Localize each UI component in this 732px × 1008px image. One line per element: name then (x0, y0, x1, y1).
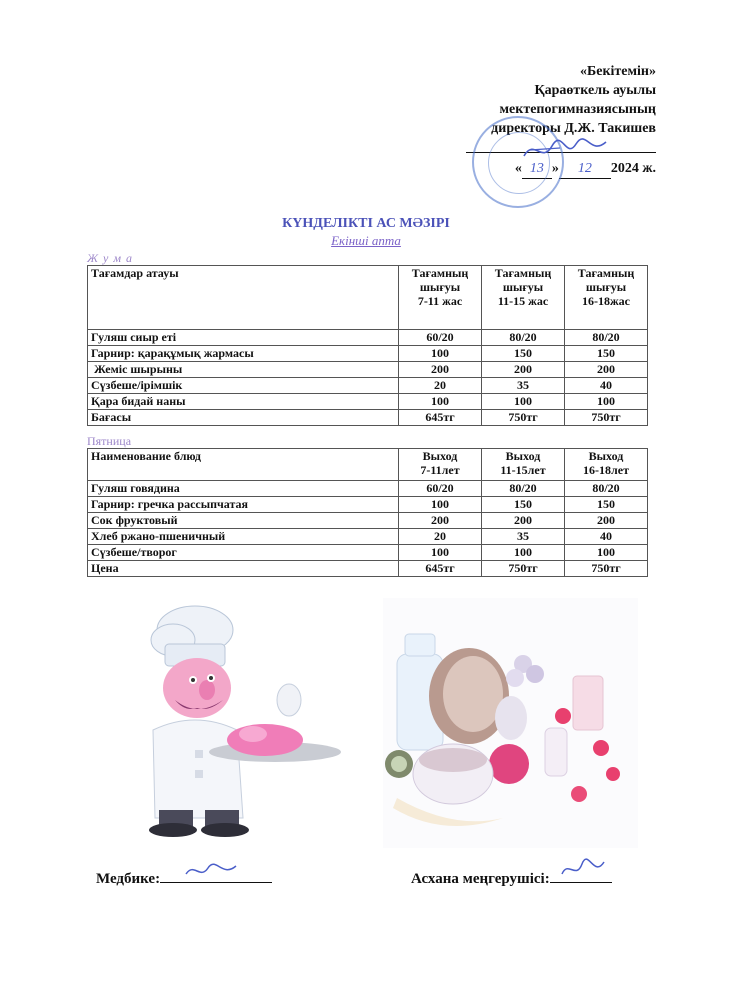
canteen-head-signature-block (411, 866, 612, 888)
chef-illustration (125, 600, 350, 840)
header-dish: Наименование блюд (88, 449, 399, 481)
approval-line-1: «Бекітемін» (579, 64, 656, 79)
date-month: 12 (559, 159, 611, 179)
date-year: 2024 ж. (610, 161, 656, 176)
approval-line-2: Қараөткель ауылы (534, 83, 656, 98)
table-row: Гарнир: қарақұмық жармасы 100 150 150 (88, 346, 648, 362)
table-row: Қара бидай наны 100 100 100 (88, 394, 648, 410)
director-signature (520, 134, 610, 168)
table-row: Сүзбеше/ірімшік 20 35 40 (88, 378, 648, 394)
approval-line-4: директоры Д.Ж. Такишев (491, 121, 656, 136)
date-quote-close: » (551, 161, 559, 176)
table-row: Сок фруктовый 200 200 200 (88, 513, 648, 529)
header-age-7-11: Тағамның шығуы 7-11 жас (399, 266, 482, 330)
table-row: Хлеб ржано-пшеничный 20 35 40 (88, 529, 648, 545)
table-row-price: Цена 645тг 750тг 750тг (88, 561, 648, 577)
approval-line-3: мектепогимназиясының (499, 102, 656, 117)
table-header-row (88, 449, 648, 481)
date-quote-open: « (514, 161, 522, 176)
table-row: Гарнир: гречка рассыпчатая 100 150 150 (88, 497, 648, 513)
canteen-head-signature-line (550, 866, 612, 883)
header-age-11-15: Выход 11-15лет (482, 449, 565, 481)
header-dish: Тағамдар атауы (88, 266, 399, 330)
nurse-label: Медбике: (96, 871, 161, 887)
header-age-16-18: Тағамның шығуы 16-18жас (565, 266, 648, 330)
table-row: Гуляш сиыр еті 60/20 80/20 80/20 (88, 330, 648, 346)
header-age-11-15: Тағамның шығуы 11-15 жас (482, 266, 565, 330)
date-day: 13 (522, 159, 552, 179)
nurse-signature-line (160, 866, 272, 883)
nurse-signature (182, 860, 242, 882)
table-row: Жеміс шырыны 200 200 200 (88, 362, 648, 378)
header-age-7-11: Выход 7-11лет (399, 449, 482, 481)
nurse-signature-block (96, 866, 272, 888)
canteen-head-signature (558, 858, 608, 882)
week-subtitle: Екінші апта (331, 233, 401, 248)
table-row: Сүзбеше/творог 100 100 100 (88, 545, 648, 561)
menu-table-rus (87, 448, 648, 577)
table-row-price: Бағасы 645тг 750тг 750тг (88, 410, 648, 426)
day-label-rus: Пятница (87, 434, 132, 448)
page-title: КҮНДЕЛІКТІ АС МӘЗІРІ (282, 216, 450, 231)
food-photo (383, 598, 638, 848)
menu-table-kaz (87, 265, 648, 426)
header-age-16-18: Выход 16-18лет (565, 449, 648, 481)
table-header-row (88, 266, 648, 330)
canteen-head-label: Асхана меңгерушісі: (411, 871, 550, 887)
day-label-kaz: Ж у м а (87, 251, 133, 265)
table-row: Гуляш говядина 60/20 80/20 80/20 (88, 481, 648, 497)
